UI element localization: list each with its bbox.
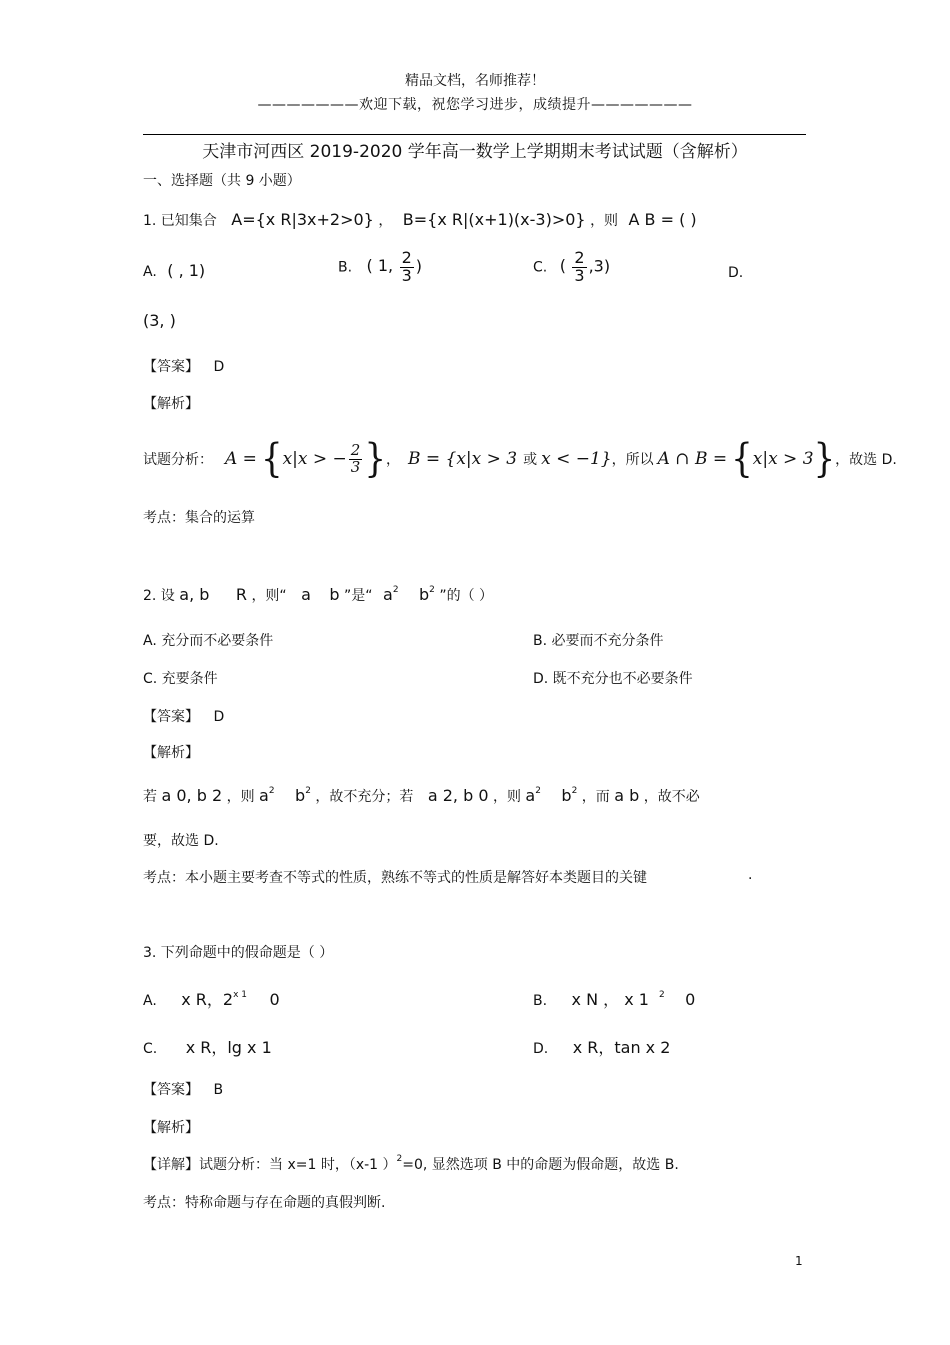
q1-intersection: A B = ( ) — [628, 210, 697, 229]
q1-set-b: B={x R|(x+1)(x-3)>0} — [402, 210, 586, 229]
q1-analysis-set-b: B = {x|x > 3 — [407, 449, 518, 469]
q1-analysis-therefore: ，所以 — [611, 452, 654, 468]
q3-option-a-exp: x 1 — [233, 990, 248, 1000]
q3-option-d-text: x R，tan x 2 — [572, 1038, 671, 1057]
q1-brace-close-2: } — [813, 436, 836, 482]
header-rule — [143, 134, 806, 135]
q2-analysis-line1 — [143, 786, 700, 806]
q2-answer-label: 【答案】 — [143, 709, 199, 725]
q1-analysis-end: ，故选 D. — [835, 452, 897, 468]
q3-option-d-label: D. — [533, 1041, 549, 1057]
q2-stem-r: R — [235, 585, 247, 604]
q2-analysis-label: 【解析】 — [143, 745, 199, 761]
q3-stem: 3. 下列命题中的假命题是（ ） — [143, 945, 334, 961]
q2-stem-ab: a, b — [179, 585, 210, 604]
q3-option-a — [143, 987, 280, 1010]
q1-analysis-result-set: x|x > 3 — [752, 449, 814, 469]
q1-option-c-post: ,3) — [588, 256, 611, 276]
q1-answer-value: D — [213, 359, 225, 375]
q1-brace-close: } — [364, 436, 386, 482]
q2-analysis-line2: 要，故选 D. — [143, 833, 219, 849]
q3-option-b-end: 0 — [685, 990, 696, 1009]
q3-detail — [143, 1154, 679, 1174]
q3-option-c-text: x R，lg x 1 — [185, 1038, 272, 1057]
q1-brace-open: { — [260, 436, 283, 482]
q1-option-a-label: A. — [143, 264, 157, 280]
q3-knowledge: 考点：特称命题与存在命题的真假判断. — [143, 1195, 386, 1211]
q2-analysis-if: 若 — [143, 789, 157, 805]
q2-option-d: D. 既不充分也不必要条件 — [533, 671, 693, 687]
q2-answer-value: D — [213, 709, 225, 725]
q3-option-a-end: 0 — [269, 990, 280, 1009]
q2-analysis-b2: b — [295, 786, 306, 805]
q1-stem — [143, 210, 697, 230]
q3-option-c-label: C. — [143, 1041, 158, 1057]
header-line1: 精品文档，名师推荐！ — [405, 73, 545, 89]
q1-brace-open-2: { — [731, 436, 753, 482]
q1-option-d-text: (3, ) — [143, 311, 176, 330]
q2-stem-mid1: ，则“ — [251, 588, 287, 604]
q2-analysis-b2-2: b — [561, 786, 572, 805]
q3-option-d — [533, 1035, 670, 1058]
q1-knowledge: 考点：集合的运算 — [143, 510, 255, 526]
q3-option-b-text: x N ， x 1 — [571, 990, 649, 1009]
q3-analysis-label: 【解析】 — [143, 1120, 199, 1136]
q2-analysis-then1: ，则 — [226, 789, 255, 805]
q1-option-c-pre: ( — [559, 256, 566, 276]
q3-option-b-label: B. — [533, 993, 548, 1009]
q3-option-b — [533, 987, 695, 1010]
q2-analysis-but: ，而 — [581, 789, 610, 805]
q2-analysis-cond2: a 2, b 0 — [427, 786, 489, 805]
q1-analysis-set-a-label: A = — [225, 449, 257, 469]
section-heading: 一、选择题（共 9 小题） — [143, 173, 301, 189]
q1-analysis-intersection: A ∩ B = — [657, 449, 728, 469]
q2-analysis-a2: a — [259, 786, 269, 805]
q2-analysis-a2-2: a — [525, 786, 536, 805]
q1-analysis-fraction: $\frac{2}{3}$ — [350, 440, 361, 476]
q1-answer — [143, 356, 224, 376]
q1-option-c — [533, 250, 610, 285]
q1-option-d-label: D. — [728, 265, 744, 281]
q2-knowledge-dot: . — [748, 867, 753, 883]
q1-then: ，则 — [590, 213, 619, 229]
q2-stem-a2: a — [383, 585, 393, 604]
q2-analysis-cond1: a 0, b 2 — [161, 786, 223, 805]
q2-analysis-sq2: 2 — [305, 786, 311, 796]
q3-detail-a: 【详解】试题分析：当 x=1 时，（x-1 ） — [143, 1157, 397, 1173]
q2-option-c: C. 充要条件 — [143, 671, 218, 687]
q2-analysis-sq3: 2 — [535, 786, 541, 796]
q2-stem-prefix: 2. 设 — [143, 588, 175, 604]
q1-option-b-post: ) — [415, 256, 422, 276]
q1-set-a: A={x R|3x+2>0} — [231, 210, 374, 229]
q3-answer — [143, 1079, 223, 1099]
q3-option-c — [143, 1035, 272, 1058]
q1-analysis-or: 或 — [523, 452, 538, 468]
q1-analysis-prefix: 试题分析： — [143, 452, 213, 468]
q1-option-a — [143, 261, 205, 280]
q2-answer — [143, 706, 224, 726]
header-line2: ———————欢迎下载，祝您学习进步，成绩提升——————— — [257, 97, 693, 113]
q1-analysis-set-a: x|x > − — [282, 449, 347, 469]
q1-option-c-label: C. — [533, 259, 548, 276]
q1-sep: ， — [378, 213, 393, 229]
q3-answer-value: B — [213, 1082, 224, 1098]
q1-option-b — [338, 250, 422, 285]
q2-analysis-a-b: a b — [614, 786, 640, 805]
q1-option-b-fraction: $\frac{2}{3}$ — [401, 248, 412, 285]
page-number: 1 — [795, 1254, 803, 1268]
q2-option-b: B. 必要而不充分条件 — [533, 633, 664, 649]
q2-stem-sq-b: 2 — [429, 585, 435, 595]
q3-detail-b: =0, 显然选项 B 中的命题为假命题，故选 B. — [402, 1157, 679, 1173]
q1-option-c-fraction: $\frac{2}{3}$ — [574, 248, 585, 285]
q2-analysis-not-necessary: ，故不必 — [643, 789, 700, 805]
q1-stem-prefix: 1. 已知集合 — [143, 213, 217, 229]
q2-stem-mid2: ”是“ — [344, 588, 373, 604]
q3-answer-label: 【答案】 — [143, 1082, 199, 1098]
q1-analysis — [143, 432, 897, 486]
q2-analysis-then2: ，则 — [492, 789, 521, 805]
q3-option-a-label: A. — [143, 993, 157, 1009]
q2-knowledge: 考点：本小题主要考查不等式的性质，熟练不等式的性质是解答好本类题目的关键 — [143, 870, 647, 886]
q1-option-b-pre: ( 1, — [366, 256, 394, 276]
q2-stem-end: ”的（ ） — [439, 588, 494, 604]
q1-analysis-label: 【解析】 — [143, 396, 199, 412]
q2-stem-b2: b — [419, 585, 430, 604]
q3-option-b-exp: 2 — [658, 990, 665, 1000]
q2-analysis-not-sufficient: ，故不充分；若 — [315, 789, 414, 805]
q3-detail-sq: 2 — [396, 1154, 403, 1164]
q1-option-a-text: ( , 1) — [167, 261, 206, 280]
q2-option-a: A. 充分而不必要条件 — [143, 633, 274, 649]
q2-analysis-sq4: 2 — [571, 786, 578, 796]
q2-stem-b: b — [329, 585, 340, 604]
q1-analysis-set-b2: x < −1} — [541, 449, 612, 469]
q3-option-a-text: x R，2 — [181, 990, 234, 1009]
q2-stem-a: a — [301, 585, 311, 604]
q1-answer-label: 【答案】 — [143, 359, 199, 375]
q2-stem-sq-a: 2 — [392, 585, 399, 595]
page-title: 天津市河西区 2019-2020 学年高一数学上学期期末考试试题（含解析） — [202, 142, 748, 162]
q2-stem — [143, 585, 493, 605]
q2-analysis-sq1: 2 — [268, 786, 275, 796]
q1-analysis-comma: ， — [385, 452, 400, 468]
q1-option-b-label: B. — [338, 259, 353, 276]
